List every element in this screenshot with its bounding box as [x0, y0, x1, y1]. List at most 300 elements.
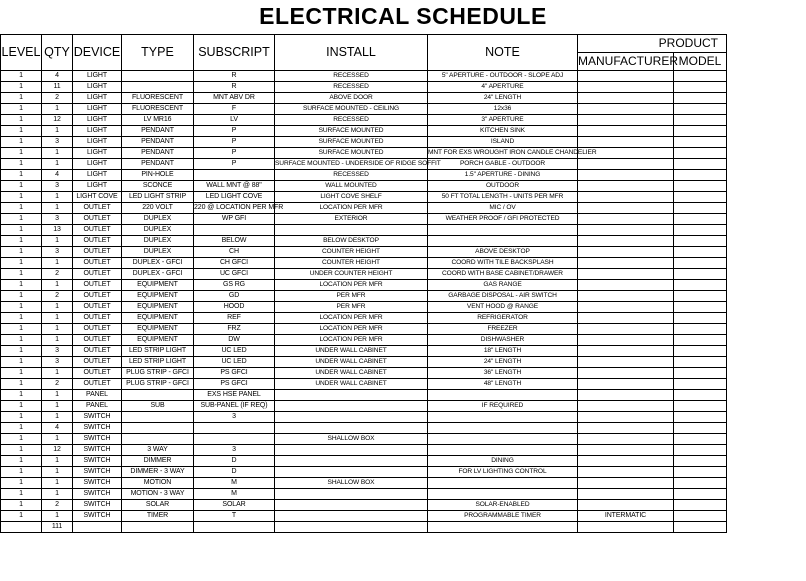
- cell-type: PENDANT: [122, 159, 194, 170]
- cell-subscript: CH: [194, 247, 275, 258]
- cell-type: SCONCE: [122, 181, 194, 192]
- cell-model: [674, 148, 727, 159]
- cell-subscript: GD: [194, 291, 275, 302]
- cell-install: SURFACE MOUNTED: [275, 126, 428, 137]
- cell-model: [674, 280, 727, 291]
- cell-install: RECESSED: [275, 170, 428, 181]
- cell-level: 1: [1, 489, 42, 500]
- cell-device: OUTLET: [73, 357, 122, 368]
- cell-device: LIGHT: [73, 181, 122, 192]
- cell-type: FLUORESCENT: [122, 93, 194, 104]
- cell-note: 4" APERTURE: [428, 82, 578, 93]
- cell-device: OUTLET: [73, 269, 122, 280]
- cell-subscript: M: [194, 489, 275, 500]
- cell-note: 36" LENGTH: [428, 368, 578, 379]
- cell-note: 50 FT TOTAL LENGTH - UNITS PER MFR: [428, 192, 578, 203]
- cell-model: [674, 137, 727, 148]
- cell-install: LOCATION PER MFR: [275, 203, 428, 214]
- cell-model: [674, 214, 727, 225]
- cell-level: 1: [1, 236, 42, 247]
- cell-note: OUTDOOR: [428, 181, 578, 192]
- cell-type: DIMMER: [122, 456, 194, 467]
- cell-manufacturer: [578, 71, 674, 82]
- table-row: [1, 71, 727, 82]
- cell-level: 1: [1, 478, 42, 489]
- cell-install: UNDER WALL CABINET: [275, 368, 428, 379]
- cell-model: [674, 456, 727, 467]
- cell-device: OUTLET: [73, 346, 122, 357]
- cell-subscript: FRZ: [194, 324, 275, 335]
- cell-manufacturer: [578, 335, 674, 346]
- cell-install: LOCATION PER MFR: [275, 335, 428, 346]
- table-row: [1, 104, 727, 115]
- cell-subscript: WP GFI: [194, 214, 275, 225]
- cell-subscript: UC GFCI: [194, 269, 275, 280]
- cell-install: [275, 401, 428, 412]
- cell-qty: 1: [42, 302, 73, 313]
- cell-qty: 1: [42, 489, 73, 500]
- cell-note: WEATHER PROOF / GFI PROTECTED: [428, 214, 578, 225]
- cell-install: UNDER COUNTER HEIGHT: [275, 269, 428, 280]
- cell-subscript: F: [194, 104, 275, 115]
- cell-install: BELOW DESKTOP: [275, 236, 428, 247]
- cell-model: [674, 467, 727, 478]
- cell-device: OUTLET: [73, 368, 122, 379]
- cell-device: OUTLET: [73, 258, 122, 269]
- cell-install: UNDER WALL CABINET: [275, 379, 428, 390]
- cell-qty: 1: [42, 104, 73, 115]
- cell-type: DUPLEX: [122, 247, 194, 258]
- cell-subscript: GS RG: [194, 280, 275, 291]
- cell-qty: 1: [42, 368, 73, 379]
- cell-subscript: HOOD: [194, 302, 275, 313]
- cell-note: 18" LENGTH: [428, 346, 578, 357]
- cell-device: OUTLET: [73, 302, 122, 313]
- cell-manufacturer: [578, 203, 674, 214]
- cell-install: LOCATION PER MFR: [275, 324, 428, 335]
- table-row: [1, 258, 727, 269]
- cell-manufacturer: [578, 368, 674, 379]
- cell-model: [674, 434, 727, 445]
- table-row: [1, 280, 727, 291]
- cell-model: [674, 489, 727, 500]
- cell-subscript: LV: [194, 115, 275, 126]
- cell-note: ISLAND: [428, 137, 578, 148]
- cell-device: OUTLET: [73, 225, 122, 236]
- cell-install: SHALLOW BOX: [275, 478, 428, 489]
- cell-install: COUNTER HEIGHT: [275, 258, 428, 269]
- cell-subscript: SOLAR: [194, 500, 275, 511]
- cell-type: PIN-HOLE: [122, 170, 194, 181]
- cell-model: [674, 324, 727, 335]
- cell-device: OUTLET: [73, 280, 122, 291]
- cell-install: [275, 225, 428, 236]
- cell-type: DUPLEX: [122, 214, 194, 225]
- cell-model: [674, 236, 727, 247]
- cell-qty: 2: [42, 93, 73, 104]
- cell-install: SURFACE MOUNTED: [275, 148, 428, 159]
- cell-note: 48" LENGTH: [428, 379, 578, 390]
- cell-device: LIGHT: [73, 104, 122, 115]
- cell-qty: 1: [42, 258, 73, 269]
- cell-model: [674, 368, 727, 379]
- cell-qty: 2: [42, 269, 73, 280]
- cell-install: [275, 390, 428, 401]
- cell-device: SWITCH: [73, 445, 122, 456]
- cell-note: DISHWASHER: [428, 335, 578, 346]
- cell-model: [674, 258, 727, 269]
- cell-subscript: 220 @ LOCATION PER MFR: [194, 203, 275, 214]
- cell-manufacturer: [578, 247, 674, 258]
- cell-note: GARBAGE DISPOSAL - AIR SWITCH: [428, 291, 578, 302]
- cell-note: [428, 434, 578, 445]
- table-row: [1, 379, 727, 390]
- table-row: [1, 401, 727, 412]
- table-row: [1, 346, 727, 357]
- cell-manufacturer: [578, 225, 674, 236]
- table-row: [1, 390, 727, 401]
- cell-subscript: 3: [194, 445, 275, 456]
- cell-model: [674, 379, 727, 390]
- cell-manufacturer: [578, 269, 674, 280]
- cell-note: [428, 522, 578, 533]
- cell-model: [674, 335, 727, 346]
- cell-qty: 1: [42, 280, 73, 291]
- cell-qty: 1: [42, 390, 73, 401]
- cell-subscript: [194, 522, 275, 533]
- table-row: [1, 445, 727, 456]
- table-row: [1, 291, 727, 302]
- cell-manufacturer: [578, 126, 674, 137]
- cell-device: OUTLET: [73, 236, 122, 247]
- cell-device: SWITCH: [73, 423, 122, 434]
- cell-level: 1: [1, 379, 42, 390]
- cell-manufacturer: [578, 302, 674, 313]
- cell-note: 24" LENGTH: [428, 357, 578, 368]
- cell-install: ABOVE DOOR: [275, 93, 428, 104]
- table-row: [1, 225, 727, 236]
- cell-install: SURFACE MOUNTED - UNDERSIDE OF RIDGE SOFFIT: [275, 159, 428, 170]
- cell-type: DUPLEX - GFCI: [122, 269, 194, 280]
- cell-device: SWITCH: [73, 412, 122, 423]
- cell-manufacturer: [578, 390, 674, 401]
- electrical-schedule-table: [0, 34, 727, 533]
- cell-type: SUB: [122, 401, 194, 412]
- cell-type: LED STRIP LIGHT: [122, 357, 194, 368]
- cell-note: MIC / OV: [428, 203, 578, 214]
- cell-note: [428, 225, 578, 236]
- header-model: MODEL: [674, 53, 727, 71]
- cell-level: 1: [1, 126, 42, 137]
- cell-note: SOLAR-ENABLED: [428, 500, 578, 511]
- cell-note: [428, 478, 578, 489]
- cell-install: SURFACE MOUNTED: [275, 137, 428, 148]
- cell-install: [275, 423, 428, 434]
- header-device: DEVICE: [73, 35, 122, 71]
- cell-level: 1: [1, 511, 42, 522]
- cell-level: 1: [1, 434, 42, 445]
- cell-level: 1: [1, 269, 42, 280]
- cell-level: 1: [1, 412, 42, 423]
- cell-install: [275, 500, 428, 511]
- cell-model: [674, 82, 727, 93]
- cell-model: [674, 93, 727, 104]
- cell-level: 1: [1, 390, 42, 401]
- cell-level: 1: [1, 71, 42, 82]
- cell-type: PLUG STRIP - GFCI: [122, 368, 194, 379]
- cell-subscript: EXS HSE PANEL: [194, 390, 275, 401]
- cell-manufacturer: [578, 467, 674, 478]
- header-install: INSTALL: [275, 35, 428, 71]
- cell-install: WALL MOUNTED: [275, 181, 428, 192]
- cell-type: DUPLEX - GFCI: [122, 258, 194, 269]
- cell-level: 1: [1, 170, 42, 181]
- cell-level: 1: [1, 445, 42, 456]
- cell-model: [674, 115, 727, 126]
- cell-install: [275, 456, 428, 467]
- cell-level: 1: [1, 467, 42, 478]
- cell-type: [122, 434, 194, 445]
- cell-device: SWITCH: [73, 467, 122, 478]
- header-subscript: SUBSCRIPT: [194, 35, 275, 71]
- cell-level: 1: [1, 291, 42, 302]
- cell-model: [674, 445, 727, 456]
- cell-qty: 2: [42, 291, 73, 302]
- cell-install: [275, 489, 428, 500]
- cell-level: 1: [1, 104, 42, 115]
- cell-level: 1: [1, 181, 42, 192]
- table-row: [1, 467, 727, 478]
- cell-manufacturer: [578, 478, 674, 489]
- cell-subscript: [194, 225, 275, 236]
- cell-note: 3" APERTURE: [428, 115, 578, 126]
- cell-type: DUPLEX: [122, 225, 194, 236]
- cell-device: SWITCH: [73, 511, 122, 522]
- cell-subscript: 3: [194, 412, 275, 423]
- cell-note: [428, 412, 578, 423]
- cell-qty: 1: [42, 203, 73, 214]
- cell-type: PENDANT: [122, 126, 194, 137]
- cell-device: LIGHT: [73, 137, 122, 148]
- cell-manufacturer: [578, 93, 674, 104]
- cell-note: 1.5" APERTURE - DINING: [428, 170, 578, 181]
- cell-install: [275, 467, 428, 478]
- cell-type: MOTION: [122, 478, 194, 489]
- cell-manufacturer: [578, 423, 674, 434]
- cell-qty: 1: [42, 456, 73, 467]
- cell-level: 1: [1, 258, 42, 269]
- table-row: [1, 203, 727, 214]
- cell-model: [674, 126, 727, 137]
- cell-model: [674, 170, 727, 181]
- schedule-body: [1, 71, 727, 533]
- cell-note: 12x36: [428, 104, 578, 115]
- table-row: [1, 423, 727, 434]
- cell-model: [674, 181, 727, 192]
- cell-model: [674, 192, 727, 203]
- header-manufacturer: MANUFACTURER: [578, 53, 674, 71]
- cell-subscript: [194, 434, 275, 445]
- cell-manufacturer: [578, 291, 674, 302]
- cell-qty: 4: [42, 71, 73, 82]
- cell-device: OUTLET: [73, 379, 122, 390]
- cell-note: PROGRAMMABLE TIMER: [428, 511, 578, 522]
- cell-qty: 1: [42, 159, 73, 170]
- cell-model: [674, 357, 727, 368]
- table-row: [1, 368, 727, 379]
- cell-subscript: P: [194, 137, 275, 148]
- cell-type: EQUIPMENT: [122, 302, 194, 313]
- cell-install: UNDER WALL CABINET: [275, 346, 428, 357]
- total-row: [1, 522, 727, 533]
- cell-manufacturer: [578, 434, 674, 445]
- cell-subscript: SUB-PANEL (IF REQ): [194, 401, 275, 412]
- cell-manufacturer: [578, 500, 674, 511]
- cell-type: DUPLEX: [122, 236, 194, 247]
- cell-level: 1: [1, 401, 42, 412]
- cell-manufacturer: [578, 456, 674, 467]
- cell-device: OUTLET: [73, 324, 122, 335]
- cell-level: 1: [1, 500, 42, 511]
- cell-manufacturer: [578, 401, 674, 412]
- cell-install: RECESSED: [275, 82, 428, 93]
- cell-device: SWITCH: [73, 434, 122, 445]
- cell-subscript: P: [194, 126, 275, 137]
- cell-install: EXTERIOR: [275, 214, 428, 225]
- table-row: [1, 500, 727, 511]
- cell-install: SHALLOW BOX: [275, 434, 428, 445]
- cell-manufacturer: [578, 159, 674, 170]
- cell-note: 5" APERTURE - OUTDOOR - SLOPE ADJ: [428, 71, 578, 82]
- cell-level: 1: [1, 203, 42, 214]
- cell-note: FOR LV LIGHTING CONTROL: [428, 467, 578, 478]
- cell-level: 1: [1, 324, 42, 335]
- cell-install: [275, 412, 428, 423]
- cell-level: 1: [1, 346, 42, 357]
- cell-manufacturer: [578, 489, 674, 500]
- cell-manufacturer: [578, 313, 674, 324]
- cell-device: OUTLET: [73, 291, 122, 302]
- cell-device: LIGHT: [73, 148, 122, 159]
- table-row: [1, 148, 727, 159]
- cell-qty: 1: [42, 511, 73, 522]
- cell-device: SWITCH: [73, 456, 122, 467]
- cell-note: [428, 390, 578, 401]
- cell-level: 1: [1, 423, 42, 434]
- cell-subscript: MNT ABV DR: [194, 93, 275, 104]
- cell-level: 1: [1, 115, 42, 126]
- cell-qty: 1: [42, 324, 73, 335]
- cell-qty: 1: [42, 148, 73, 159]
- cell-device: LIGHT: [73, 71, 122, 82]
- cell-type: PENDANT: [122, 137, 194, 148]
- cell-qty: 3: [42, 357, 73, 368]
- cell-note: [428, 236, 578, 247]
- cell-subscript: P: [194, 148, 275, 159]
- cell-type: EQUIPMENT: [122, 335, 194, 346]
- cell-qty: 2: [42, 379, 73, 390]
- cell-model: [674, 159, 727, 170]
- cell-note: REFRIGERATOR: [428, 313, 578, 324]
- cell-device: PANEL: [73, 390, 122, 401]
- cell-level: 1: [1, 137, 42, 148]
- cell-install: COUNTER HEIGHT: [275, 247, 428, 258]
- cell-model: [674, 522, 727, 533]
- cell-device: SWITCH: [73, 478, 122, 489]
- table-row: [1, 93, 727, 104]
- cell-manufacturer: [578, 258, 674, 269]
- table-row: [1, 313, 727, 324]
- cell-type: EQUIPMENT: [122, 280, 194, 291]
- cell-install: UNDER WALL CABINET: [275, 357, 428, 368]
- cell-model: [674, 269, 727, 280]
- cell-level: 1: [1, 93, 42, 104]
- table-row: [1, 324, 727, 335]
- table-row: [1, 478, 727, 489]
- table-row: [1, 181, 727, 192]
- cell-subscript: REF: [194, 313, 275, 324]
- cell-type: LED LIGHT STRIP: [122, 192, 194, 203]
- header-note: NOTE: [428, 35, 578, 71]
- cell-type: PENDANT: [122, 148, 194, 159]
- cell-install: [275, 522, 428, 533]
- cell-type: [122, 423, 194, 434]
- cell-level: [1, 522, 42, 533]
- cell-note: VENT HOOD @ RANGE: [428, 302, 578, 313]
- cell-qty: 12: [42, 115, 73, 126]
- cell-device: OUTLET: [73, 335, 122, 346]
- cell-manufacturer: [578, 170, 674, 181]
- table-row: [1, 412, 727, 423]
- cell-qty: 3: [42, 137, 73, 148]
- cell-qty: 4: [42, 423, 73, 434]
- cell-note: KITCHEN SINK: [428, 126, 578, 137]
- cell-manufacturer: [578, 357, 674, 368]
- cell-install: RECESSED: [275, 115, 428, 126]
- cell-subscript: UC LED: [194, 357, 275, 368]
- cell-model: [674, 313, 727, 324]
- table-row: [1, 126, 727, 137]
- cell-note: 24" LENGTH: [428, 93, 578, 104]
- cell-type: LV MR16: [122, 115, 194, 126]
- cell-type: 220 VOLT: [122, 203, 194, 214]
- cell-install: LOCATION PER MFR: [275, 280, 428, 291]
- cell-type: MOTION - 3 WAY: [122, 489, 194, 500]
- cell-qty: 1: [42, 478, 73, 489]
- table-row: [1, 170, 727, 181]
- cell-device: LIGHT: [73, 82, 122, 93]
- cell-level: 1: [1, 335, 42, 346]
- header-type: TYPE: [122, 35, 194, 71]
- cell-model: [674, 291, 727, 302]
- cell-level: 1: [1, 159, 42, 170]
- cell-qty: 111: [42, 522, 73, 533]
- cell-type: 3 WAY: [122, 445, 194, 456]
- cell-device: OUTLET: [73, 203, 122, 214]
- cell-model: [674, 390, 727, 401]
- cell-type: [122, 412, 194, 423]
- cell-subscript: M: [194, 478, 275, 489]
- cell-level: 1: [1, 357, 42, 368]
- cell-manufacturer: [578, 346, 674, 357]
- cell-model: [674, 225, 727, 236]
- cell-qty: 1: [42, 412, 73, 423]
- table-row: [1, 192, 727, 203]
- cell-qty: 1: [42, 126, 73, 137]
- cell-subscript: D: [194, 456, 275, 467]
- cell-qty: 1: [42, 335, 73, 346]
- header-product: PRODUCT: [578, 35, 727, 53]
